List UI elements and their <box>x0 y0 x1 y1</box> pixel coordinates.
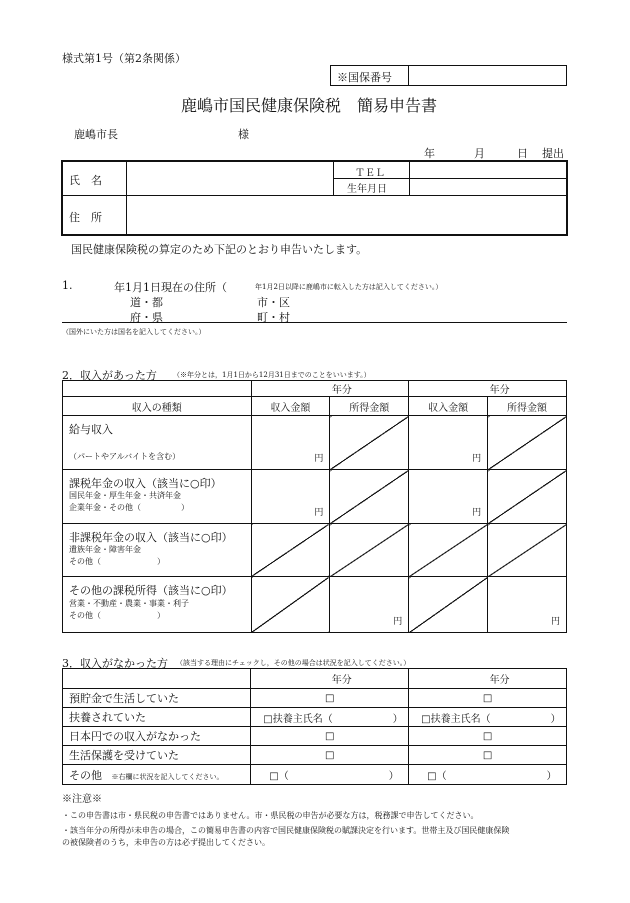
income-amount-cell[interactable]: 円 <box>409 470 488 524</box>
s3-heading: 3．収入がなかった方 <box>62 657 168 670</box>
note-2: ・該当年分の所得が未申告の場合，この簡易申告書の内容で国民健康保険税の賦課決定を行います。世帯主及び国民健康保険 <box>62 826 510 835</box>
reason-checkbox[interactable]: □ <box>409 746 567 765</box>
table-row <box>63 524 567 577</box>
no-income-table <box>62 668 567 785</box>
reason-label: その他 <box>69 768 102 782</box>
birth-field[interactable] <box>413 179 563 193</box>
row-sub: 国民年金・厚生年金・共済年金 <box>69 491 181 500</box>
row-title: 課税年金の収入（該当に○印） <box>69 477 222 490</box>
table-row <box>63 765 567 785</box>
supporter-name-field[interactable]: □扶養主氏名（ ） <box>409 708 567 727</box>
name-field[interactable] <box>129 164 329 192</box>
note-1: ・この申告書は市・県民税の申告書ではありません。市・県民税の申告が必要な方は，税務課で申告してください。 <box>62 811 479 820</box>
table-row <box>63 727 567 746</box>
reason-checkbox[interactable]: □ <box>409 727 567 746</box>
s2-heading: 2．収入があった方 <box>62 369 157 382</box>
reason-checkbox[interactable]: □ <box>251 727 409 746</box>
reason-label: 日本円での収入がなかった <box>63 727 251 746</box>
reason-label: 生活保護を受けていた <box>63 746 251 765</box>
note-3: の被保険者のうち，未申告の方は必ず提出してください。 <box>62 838 270 847</box>
page-title: 鹿嶋市国民健康保険税 簡易申告書 <box>181 96 438 115</box>
row-title: 非課税年金の収入（該当に○印） <box>69 531 233 544</box>
slashed-cell <box>330 416 409 470</box>
tel-label: ＴＥＬ <box>355 168 385 179</box>
earned-amount-cell[interactable]: 円 <box>488 577 567 633</box>
row-sub: その他（ ） <box>69 557 165 566</box>
col-income-header: 収入金額 <box>409 397 488 416</box>
reason-checkbox[interactable]: □ <box>251 689 409 708</box>
intro-text: 国民健康保険税の算定のため下記のとおり申告いたします。 <box>71 243 368 256</box>
insurance-number-box <box>330 65 567 86</box>
pref-1: 道・都 <box>130 296 163 309</box>
slashed-cell <box>488 470 567 524</box>
city-1: 市・区 <box>257 296 290 309</box>
tel-field[interactable] <box>413 163 563 177</box>
income-amount-cell[interactable]: 円 <box>251 416 330 470</box>
reason-label: 預貯金で生活していた <box>63 689 251 708</box>
slashed-cell <box>488 416 567 470</box>
slashed-cell <box>251 524 330 577</box>
reason-note: ※右欄に状況を記入してください。 <box>111 772 224 781</box>
col-earned-header: 所得金額 <box>330 397 409 416</box>
name-label: 氏 名 <box>69 174 102 187</box>
table-row <box>63 470 567 524</box>
row-sub: 企業年金・その他（ ） <box>69 503 189 512</box>
year-header: 年分 <box>409 381 567 397</box>
year-header: 年分 <box>409 669 567 689</box>
insurance-number-field[interactable] <box>408 66 409 85</box>
income-amount-cell[interactable]: 円 <box>409 416 488 470</box>
row-sub: 営業・不動産・農業・事業・利子 <box>69 599 189 608</box>
insurance-number-label: ※国保番号 <box>337 71 392 84</box>
pref-2: 府・県 <box>130 311 163 324</box>
slashed-cell <box>251 577 330 633</box>
table-row <box>63 746 567 765</box>
birth-label: 生年月日 <box>347 184 387 195</box>
address-field[interactable] <box>129 198 563 232</box>
date-month: 月 <box>474 147 485 160</box>
address-label: 住 所 <box>69 211 102 224</box>
s2-note: （※年分とは，1月1日から12月31日までのことをいいます。） <box>173 371 371 379</box>
other-reason-field[interactable]: □（ ） <box>409 765 567 785</box>
personal-info-box <box>61 160 568 236</box>
row-title: その他の課税所得（該当に○印） <box>69 584 233 597</box>
date-day: 日 <box>517 147 528 160</box>
row-sub: （パートやアルバイトを含む） <box>69 452 181 461</box>
slashed-cell <box>409 524 488 577</box>
slashed-cell <box>409 577 488 633</box>
foreign-note: （国外にいた方は国名を記入してください。） <box>62 328 206 336</box>
s3-note: （該当する理由にチェックし，その他の場合は状況を記入してください。） <box>176 659 411 667</box>
col-income-header: 収入金額 <box>251 397 330 416</box>
year-header: 年分 <box>251 381 409 397</box>
table-row <box>63 577 567 633</box>
row-sub: 遺族年金・障害年金 <box>69 545 141 554</box>
other-reason-field[interactable]: □（ ） <box>251 765 409 785</box>
honorific: 様 <box>238 128 249 141</box>
earned-amount-cell[interactable]: 円 <box>330 577 409 633</box>
s1-number: 1. <box>62 279 73 292</box>
income-amount-cell[interactable]: 円 <box>251 470 330 524</box>
table-row <box>63 416 567 470</box>
s1-heading: 年1月1日現在の住所（ <box>114 281 227 294</box>
city-2: 町・村 <box>257 311 290 324</box>
col-type-header: 収入の種類 <box>63 397 252 416</box>
slashed-cell <box>330 524 409 577</box>
slashed-cell <box>330 470 409 524</box>
col-earned-header: 所得金額 <box>488 397 567 416</box>
reason-checkbox[interactable]: □ <box>251 746 409 765</box>
form-number: 様式第1号（第2条関係） <box>62 52 186 65</box>
income-table <box>62 380 567 633</box>
table-row <box>63 708 567 727</box>
notes-heading: ※注意※ <box>62 794 102 805</box>
table-row <box>63 689 567 708</box>
supporter-name-field[interactable]: □扶養主氏名（ ） <box>251 708 409 727</box>
date-submit: 提出 <box>542 147 564 160</box>
row-title: 給与収入 <box>69 423 113 436</box>
row-sub: その他（ ） <box>69 611 165 620</box>
slashed-cell <box>488 524 567 577</box>
date-year: 年 <box>424 147 435 160</box>
year-header: 年分 <box>251 669 409 689</box>
reason-checkbox[interactable]: □ <box>409 689 567 708</box>
reason-label: 扶養されていた <box>63 708 251 727</box>
mayor-label: 鹿嶋市長 <box>74 128 118 141</box>
s1-note: 年1月2日以降に鹿嶋市に転入した方は記入してください。） <box>255 283 443 291</box>
